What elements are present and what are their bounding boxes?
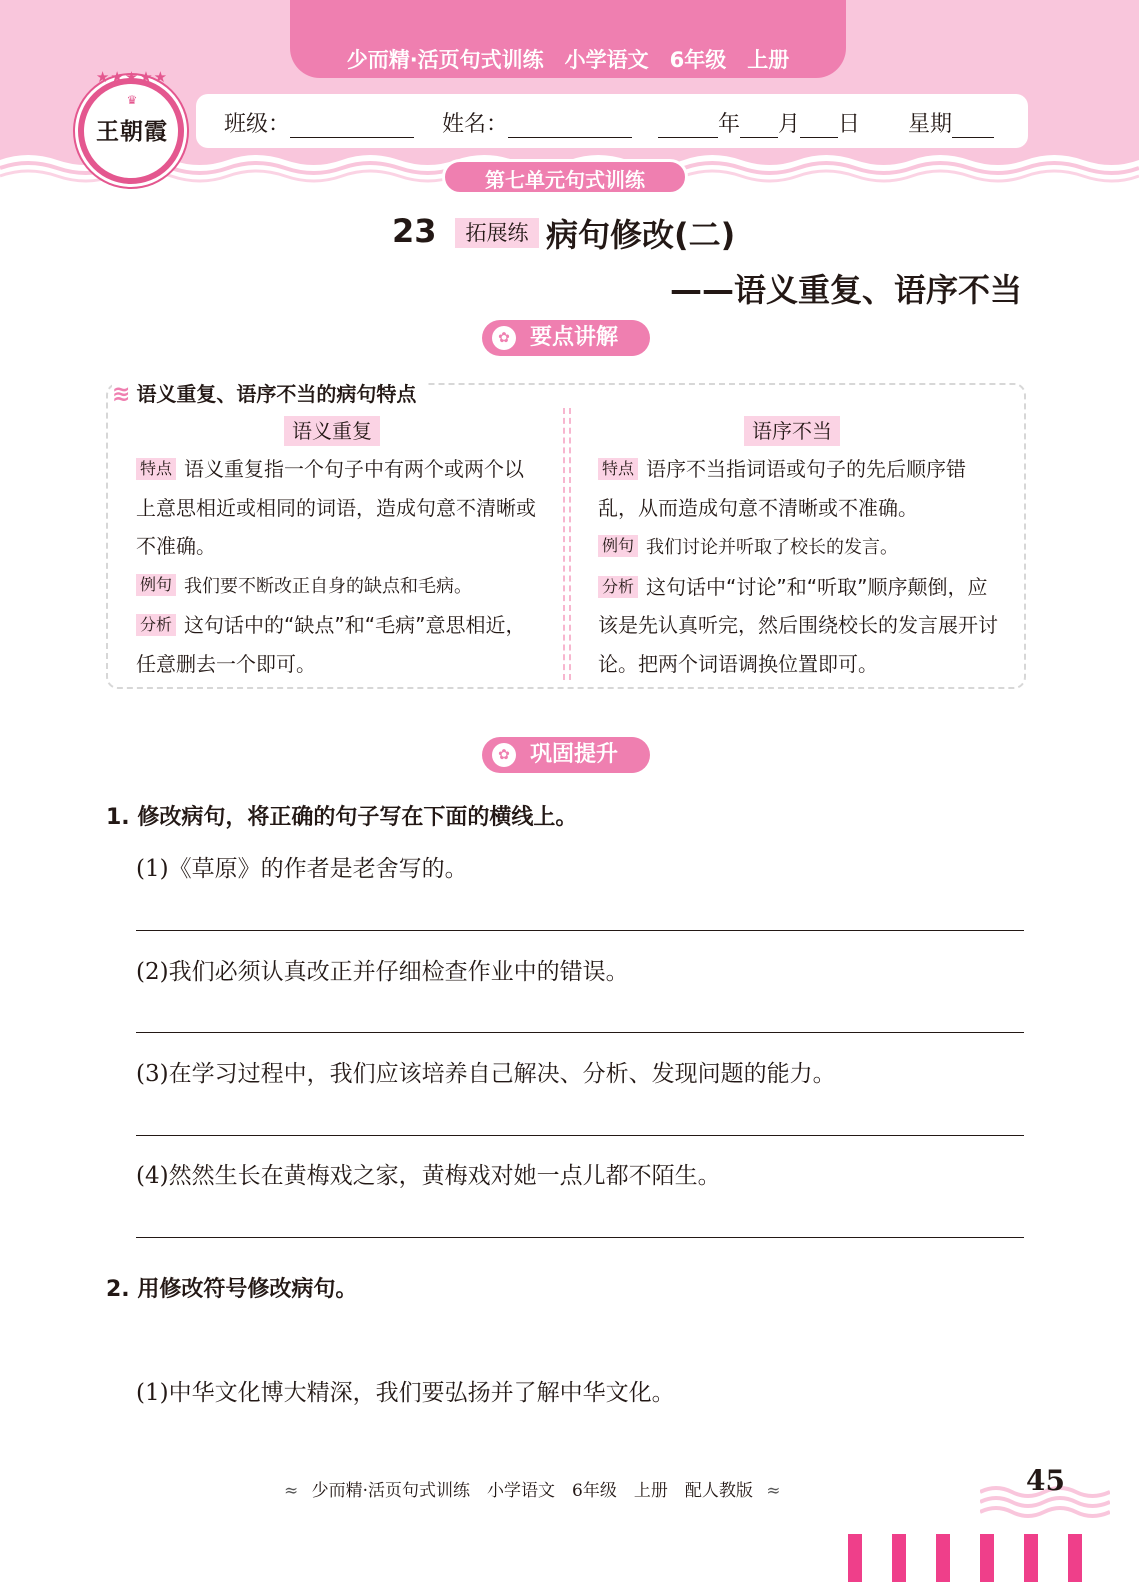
right-column-text — [598, 450, 1003, 683]
year-label: 年 — [718, 112, 741, 137]
question-1-item-1: (1)《草原》的作者是老舍写的。 — [136, 856, 468, 882]
lesson-number: 23 — [392, 212, 437, 250]
edge-bar — [1068, 1534, 1082, 1582]
date-field[interactable] — [658, 107, 860, 138]
left-column-heading: 语义重复 — [284, 416, 380, 446]
feature-label: 特点 — [136, 458, 176, 480]
question-2-item-1[interactable]: (1)中华文化博大精深，我们要弘扬并了解中华文化。 — [136, 1380, 675, 1406]
key-points-heading-text: 语义重复、语序不当的病句特点 — [136, 382, 417, 406]
footer — [284, 1476, 781, 1501]
analysis-label: 分析 — [598, 576, 638, 598]
wave-icon: ≈ — [766, 1481, 781, 1501]
example-label: 例句 — [136, 574, 176, 596]
name-field[interactable] — [442, 107, 632, 138]
right-feature-text: 语序不当指词语或句子的先后顺序错乱，从而造成句意不清晰或不准确。 — [598, 457, 967, 520]
lesson-title: 病句修改(二) — [546, 216, 736, 254]
left-analysis — [136, 606, 541, 683]
section-key-points-label: 要点讲解 — [530, 325, 619, 350]
weekday-label: 星期 — [908, 112, 953, 137]
column-divider — [563, 408, 571, 680]
edge-bar — [892, 1534, 906, 1582]
right-analysis — [598, 568, 1003, 684]
left-column-text — [136, 450, 541, 683]
edge-bar — [980, 1534, 994, 1582]
weekday-field[interactable] — [908, 107, 994, 138]
feature-label: 特点 — [598, 458, 638, 480]
crown-icon: ♛ — [126, 93, 138, 107]
class-field[interactable] — [224, 107, 414, 138]
question-1-item-3: (3)在学习过程中，我们应该培养自己解决、分析、发现问题的能力。 — [136, 1061, 836, 1087]
answer-line-2[interactable] — [136, 1032, 1024, 1033]
wave-icon: ≋ — [112, 382, 131, 407]
answer-line-3[interactable] — [136, 1135, 1024, 1136]
right-column-heading: 语序不当 — [744, 416, 840, 446]
answer-line-4[interactable] — [136, 1237, 1024, 1238]
question-1: 1. 修改病句，将正确的句子写在下面的横线上。 — [106, 805, 578, 830]
student-info-box — [196, 94, 1028, 148]
wave-icon: ≈ — [284, 1481, 299, 1501]
medal-icon: ✿ — [492, 326, 516, 350]
left-feature — [136, 450, 541, 566]
lesson-tag: 拓展练 — [455, 218, 539, 248]
edge-bar — [936, 1534, 950, 1582]
example-label: 例句 — [598, 535, 638, 557]
edge-bar — [848, 1534, 862, 1582]
answer-line-1[interactable] — [136, 930, 1024, 931]
left-analysis-text: 这句话中的“缺点”和“毛病”意思相近，任意删去一个即可。 — [136, 613, 526, 676]
edge-bar — [1024, 1534, 1038, 1582]
right-feature — [598, 450, 1003, 527]
logo-stars-icon: ★★★★★ — [95, 68, 169, 86]
footer-text: 少而精·活页句式训练 小学语文 6年级 上册 配人教版 — [311, 1481, 753, 1501]
day-label: 日 — [838, 112, 861, 137]
section-practice-label: 巩固提升 — [530, 742, 619, 767]
right-example-text: 我们讨论并听取了校长的发言。 — [646, 537, 899, 558]
key-points-heading — [112, 378, 426, 407]
logo-text: 王朝霞 — [96, 118, 168, 145]
question-1-item-4: (4)然然生长在黄梅戏之家，黄梅戏对她一点儿都不陌生。 — [136, 1163, 721, 1189]
question-2: 2. 用修改符号修改病句。 — [106, 1277, 358, 1302]
lesson-subtitle: ——语义重复、语序不当 — [669, 271, 1022, 309]
section-practice — [482, 737, 650, 773]
series-title: 少而精·活页句式训练 小学语文 6年级 上册 — [346, 48, 790, 72]
medal-icon: ✿ — [492, 743, 516, 767]
page-number: 45 — [1026, 1464, 1065, 1497]
unit-label: 第七单元句式训练 — [442, 159, 688, 195]
edge-tab-bars — [848, 1534, 1108, 1582]
analysis-label: 分析 — [136, 614, 176, 636]
class-label: 班级： — [224, 112, 291, 137]
name-label: 姓名： — [442, 112, 509, 137]
right-analysis-text: 这句话中“讨论”和“听取”顺序颠倒，应该是先认真听完，然后围绕校长的发言展开讨论。把两个词语调换位置即可。 — [598, 574, 998, 676]
section-key-points — [482, 320, 650, 356]
right-example — [598, 527, 1003, 568]
question-1-item-2: (2)我们必须认真改正并仔细检查作业中的错误。 — [136, 959, 629, 985]
left-feature-text: 语义重复指一个句子中有两个或两个以上意思相近或相同的词语，造成句意不清晰或不准确。 — [136, 457, 536, 558]
left-example-text: 我们要不断改正自身的缺点和毛病。 — [184, 575, 473, 597]
month-label: 月 — [778, 112, 801, 137]
left-example — [136, 566, 541, 607]
